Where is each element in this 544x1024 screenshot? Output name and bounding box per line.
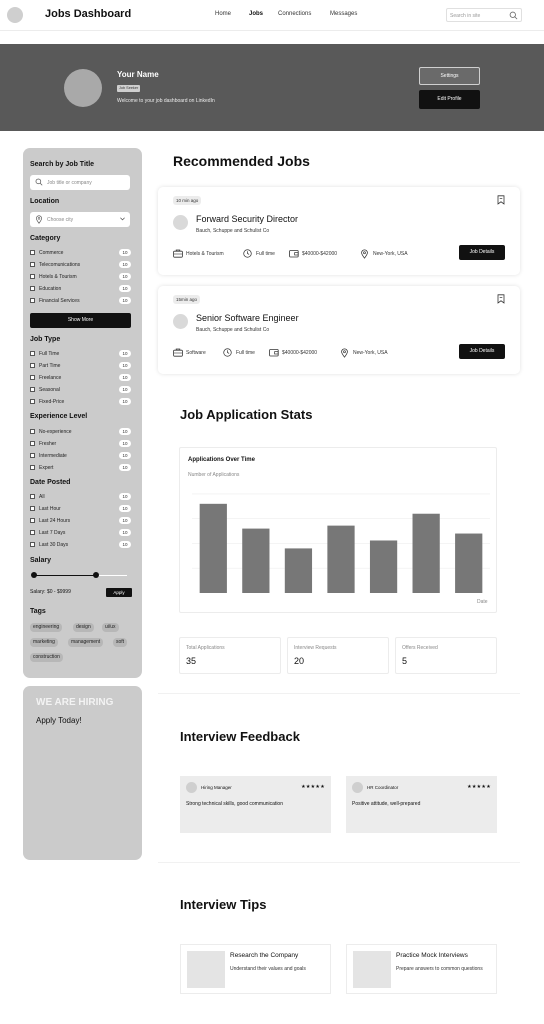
count-badge: 10: [119, 428, 131, 435]
job-title[interactable]: Forward Security Director: [196, 214, 299, 224]
job-posted-time: 10 min ago: [173, 196, 201, 205]
date-option[interactable]: [30, 493, 131, 501]
tip-description: Prepare answers to common questions: [396, 966, 483, 972]
stat-value: 35: [186, 656, 197, 666]
date-option[interactable]: [30, 529, 131, 537]
option-label: Fixed-Price: [39, 399, 65, 405]
feedback-text: Positive attitude, well-prepared: [352, 801, 421, 807]
option-label: Last Hour: [39, 506, 61, 512]
stats-title: Job Application Stats: [180, 407, 313, 422]
category-option[interactable]: [30, 273, 131, 281]
count-badge: 10: [119, 273, 131, 280]
count-badge: 10: [119, 529, 131, 536]
option-label: Part Time: [39, 363, 61, 369]
category-option[interactable]: [30, 285, 131, 293]
count-badge: 10: [119, 261, 131, 268]
section-divider: [158, 862, 520, 863]
salary-max-handle[interactable]: [93, 572, 99, 578]
chart-bar: [455, 534, 482, 593]
job-salary-label: $40000-$42000: [282, 350, 318, 356]
chart-y-label: Number of Applications: [188, 472, 240, 478]
nav-messages[interactable]: Messages: [330, 11, 358, 17]
option-label: Hotels & Tourism: [39, 274, 77, 280]
logo-icon[interactable]: [7, 7, 23, 23]
checkbox[interactable]: [30, 387, 35, 392]
chart-bar: [327, 526, 354, 593]
rating-stars: ★★★★★: [467, 784, 491, 790]
category-option[interactable]: [30, 249, 131, 257]
checkbox[interactable]: [30, 542, 35, 547]
salary-title: Salary: [30, 557, 52, 564]
checkbox[interactable]: [30, 399, 35, 404]
avatar: [352, 782, 363, 793]
stat-value: 5: [402, 656, 408, 666]
experience-option[interactable]: [30, 440, 131, 448]
company-logo: [173, 215, 188, 230]
section-divider: [158, 693, 520, 694]
tag-chip[interactable]: soft: [113, 638, 127, 647]
option-label: Last 7 Days: [39, 530, 66, 536]
wallet-icon: [289, 249, 299, 258]
job-title[interactable]: Senior Software Engineer: [196, 313, 299, 323]
stat-card-interviews: [287, 637, 389, 674]
feedback-card: [346, 776, 497, 833]
job-type-label: Full time: [256, 251, 275, 257]
tip-title: Research the Company: [230, 952, 299, 959]
checkbox[interactable]: [30, 274, 35, 279]
tips-title: Interview Tips: [180, 897, 267, 912]
salary-min-handle[interactable]: [31, 572, 37, 578]
chart-title: Applications Over Time: [188, 457, 255, 463]
date-option[interactable]: [30, 505, 131, 513]
job-type-option[interactable]: [30, 374, 131, 382]
job-location-label: New-York, USA: [353, 350, 388, 356]
applications-bar-chart: [180, 448, 496, 612]
checkbox[interactable]: [30, 351, 35, 356]
chart-bar: [413, 514, 440, 593]
clock-icon: [243, 249, 252, 258]
job-posted-time: 15min ago: [173, 295, 200, 304]
nav-connections[interactable]: Connections: [278, 11, 312, 17]
chart-bar: [200, 504, 227, 593]
recommended-jobs-title: Recommended Jobs: [173, 153, 310, 169]
site-search-input[interactable]: [446, 8, 522, 22]
tip-image: [187, 951, 225, 988]
count-badge: 10: [119, 440, 131, 447]
category-title: Category: [30, 235, 61, 242]
count-badge: 10: [119, 541, 131, 548]
job-category-label: Software: [186, 350, 206, 356]
checkbox[interactable]: [30, 298, 35, 303]
checkbox[interactable]: [30, 429, 35, 434]
count-badge: 10: [119, 452, 131, 459]
location-pin-icon: [360, 249, 369, 259]
option-label: Expert: [39, 465, 54, 471]
clock-icon: [223, 348, 232, 357]
job-type-option[interactable]: [30, 398, 131, 406]
checkbox[interactable]: [30, 441, 35, 446]
stat-label: Interview Requests: [294, 645, 337, 651]
option-label: Seasonal: [39, 387, 60, 393]
settings-button[interactable]: Settings: [419, 67, 480, 85]
checkbox[interactable]: [30, 375, 35, 380]
option-label: Last 24 Hours: [39, 518, 71, 524]
tag-chip[interactable]: management: [68, 638, 103, 647]
checkbox[interactable]: [30, 506, 35, 511]
count-badge: 10: [119, 350, 131, 357]
experience-option[interactable]: [30, 452, 131, 460]
chevron-down-icon: [120, 217, 125, 221]
briefcase-icon: [173, 348, 183, 357]
tip-card[interactable]: [346, 944, 497, 994]
job-location-label: New-York, USA: [373, 251, 408, 257]
job-salary-label: $40000-$42000: [302, 251, 338, 257]
job-type-option[interactable]: [30, 362, 131, 370]
feedback-text: Strong technical skills, good communication: [186, 801, 283, 807]
search-title: Search by Job Title: [30, 161, 95, 168]
checkbox[interactable]: [30, 494, 35, 499]
chart-bar: [370, 540, 397, 593]
count-badge: 10: [119, 249, 131, 256]
tip-card[interactable]: [180, 944, 331, 994]
salary-range-label: Salary: $0 - $9999: [30, 589, 71, 595]
location-pin-icon: [340, 348, 349, 358]
stat-card-offers: [395, 637, 497, 674]
count-badge: 10: [119, 285, 131, 292]
company-name: Bauch, Schuppe and Schulist Co: [196, 228, 270, 234]
job-title-placeholder: Job title or company: [47, 180, 92, 186]
user-name: Your Name: [117, 70, 159, 79]
location-placeholder: Choose city: [47, 217, 74, 223]
category-option[interactable]: [30, 261, 131, 269]
hiring-promo-card[interactable]: [23, 686, 142, 860]
nav-jobs[interactable]: Jobs: [249, 11, 264, 17]
tag-chip[interactable]: construction: [30, 653, 63, 662]
top-navbar: [0, 0, 544, 31]
date-option[interactable]: [30, 517, 131, 525]
checkbox[interactable]: [30, 465, 35, 470]
wallet-icon: [269, 348, 279, 357]
avatar: [186, 782, 197, 793]
feedback-card: [180, 776, 331, 833]
job-type-option[interactable]: [30, 386, 131, 394]
date-posted-title: Date Posted: [30, 479, 71, 486]
stat-card-total: [179, 637, 281, 674]
stat-value: 20: [294, 656, 305, 666]
option-label: Fresher: [39, 441, 57, 447]
option-label: Intermediate: [39, 453, 67, 459]
company-name: Bauch, Schuppe and Schulist Co: [196, 327, 270, 333]
option-label: All: [39, 494, 45, 500]
option-label: No-experience: [39, 429, 72, 435]
option-label: Full Time: [39, 351, 60, 357]
chart-x-label: Date: [477, 599, 488, 605]
job-details-button[interactable]: Job Details: [459, 344, 505, 359]
count-badge: 10: [119, 505, 131, 512]
checkbox[interactable]: [30, 453, 35, 458]
company-logo: [173, 314, 188, 329]
count-badge: 10: [119, 297, 131, 304]
feedback-title: Interview Feedback: [180, 729, 300, 744]
show-more-button[interactable]: Show More: [30, 313, 131, 328]
hiring-subtitle: Apply Today!: [36, 716, 82, 725]
experience-option[interactable]: [30, 428, 131, 436]
date-option[interactable]: [30, 541, 131, 549]
applications-chart-card: [179, 447, 497, 613]
category-option[interactable]: [30, 297, 131, 305]
chart-bar: [285, 548, 312, 593]
welcome-text: Welcome to your job dashboard on LinkedIn: [117, 98, 215, 104]
tip-title: Practice Mock Interviews: [396, 952, 468, 959]
checkbox[interactable]: [30, 262, 35, 267]
filter-sidebar: [23, 148, 142, 678]
count-badge: 10: [119, 398, 131, 405]
count-badge: 10: [119, 493, 131, 500]
tip-description: Understand their values and goals: [230, 966, 306, 972]
tag-chip[interactable]: marketing: [30, 638, 58, 647]
option-label: Freelance: [39, 375, 62, 381]
bookmark-icon[interactable]: [497, 195, 505, 205]
job-type-label: Full time: [236, 350, 255, 356]
option-label: Education: [39, 286, 62, 292]
search-icon: [35, 178, 43, 186]
count-badge: 10: [119, 464, 131, 471]
brand-title: Jobs Dashboard: [45, 8, 132, 20]
salary-slider-range: [34, 575, 96, 576]
option-label: Telecomunications: [39, 262, 81, 268]
job-card[interactable]: [158, 286, 520, 374]
job-card[interactable]: [158, 187, 520, 275]
site-search-placeholder: Search in site: [450, 13, 481, 19]
job-type-option[interactable]: [30, 350, 131, 358]
tag-chip[interactable]: design: [73, 623, 94, 632]
tag-chip[interactable]: ui/ux: [102, 623, 119, 632]
nav-home[interactable]: Home: [215, 11, 232, 17]
location-title: Location: [30, 198, 60, 205]
count-badge: 10: [119, 386, 131, 393]
option-label: Commerce: [39, 250, 64, 256]
avatar[interactable]: [64, 69, 102, 107]
apply-salary-button[interactable]: Apply: [106, 588, 132, 597]
checkbox[interactable]: [30, 518, 35, 523]
checkbox[interactable]: [30, 530, 35, 535]
count-badge: 10: [119, 362, 131, 369]
checkbox[interactable]: [30, 286, 35, 291]
checkbox[interactable]: [30, 250, 35, 255]
job-title-search-input[interactable]: [30, 175, 130, 190]
option-label: Last 30 Days: [39, 542, 69, 548]
job-category-label: Hotels & Tourism: [186, 251, 224, 257]
option-label: Financial Services: [39, 298, 80, 304]
location-pin-icon: [35, 215, 43, 224]
status-badge: Job Seeker: [119, 86, 139, 90]
job-details-button[interactable]: Job Details: [459, 245, 505, 260]
experience-title: Experience Level: [30, 413, 88, 420]
stat-label: Total Applications: [186, 645, 225, 651]
checkbox[interactable]: [30, 363, 35, 368]
hiring-title: WE ARE HIRING: [36, 697, 114, 708]
tip-image: [353, 951, 391, 988]
tag-chip[interactable]: engineering: [30, 623, 62, 632]
reviewer-role: Hiring Manager: [201, 785, 232, 790]
experience-option[interactable]: [30, 464, 131, 472]
rating-stars: ★★★★★: [301, 784, 325, 790]
location-select[interactable]: [30, 212, 130, 227]
tags-title: Tags: [30, 608, 46, 615]
chart-bar: [242, 529, 269, 593]
stat-label: Offers Received: [402, 645, 438, 651]
job-type-title: Job Type: [30, 336, 61, 343]
reviewer-role: HR Coordinator: [367, 785, 399, 790]
edit-profile-button[interactable]: Edit Profile: [419, 90, 480, 109]
briefcase-icon: [173, 249, 183, 258]
search-icon: [509, 11, 518, 20]
profile-banner: [0, 44, 544, 131]
count-badge: 10: [119, 374, 131, 381]
bookmark-icon[interactable]: [497, 294, 505, 304]
count-badge: 10: [119, 517, 131, 524]
